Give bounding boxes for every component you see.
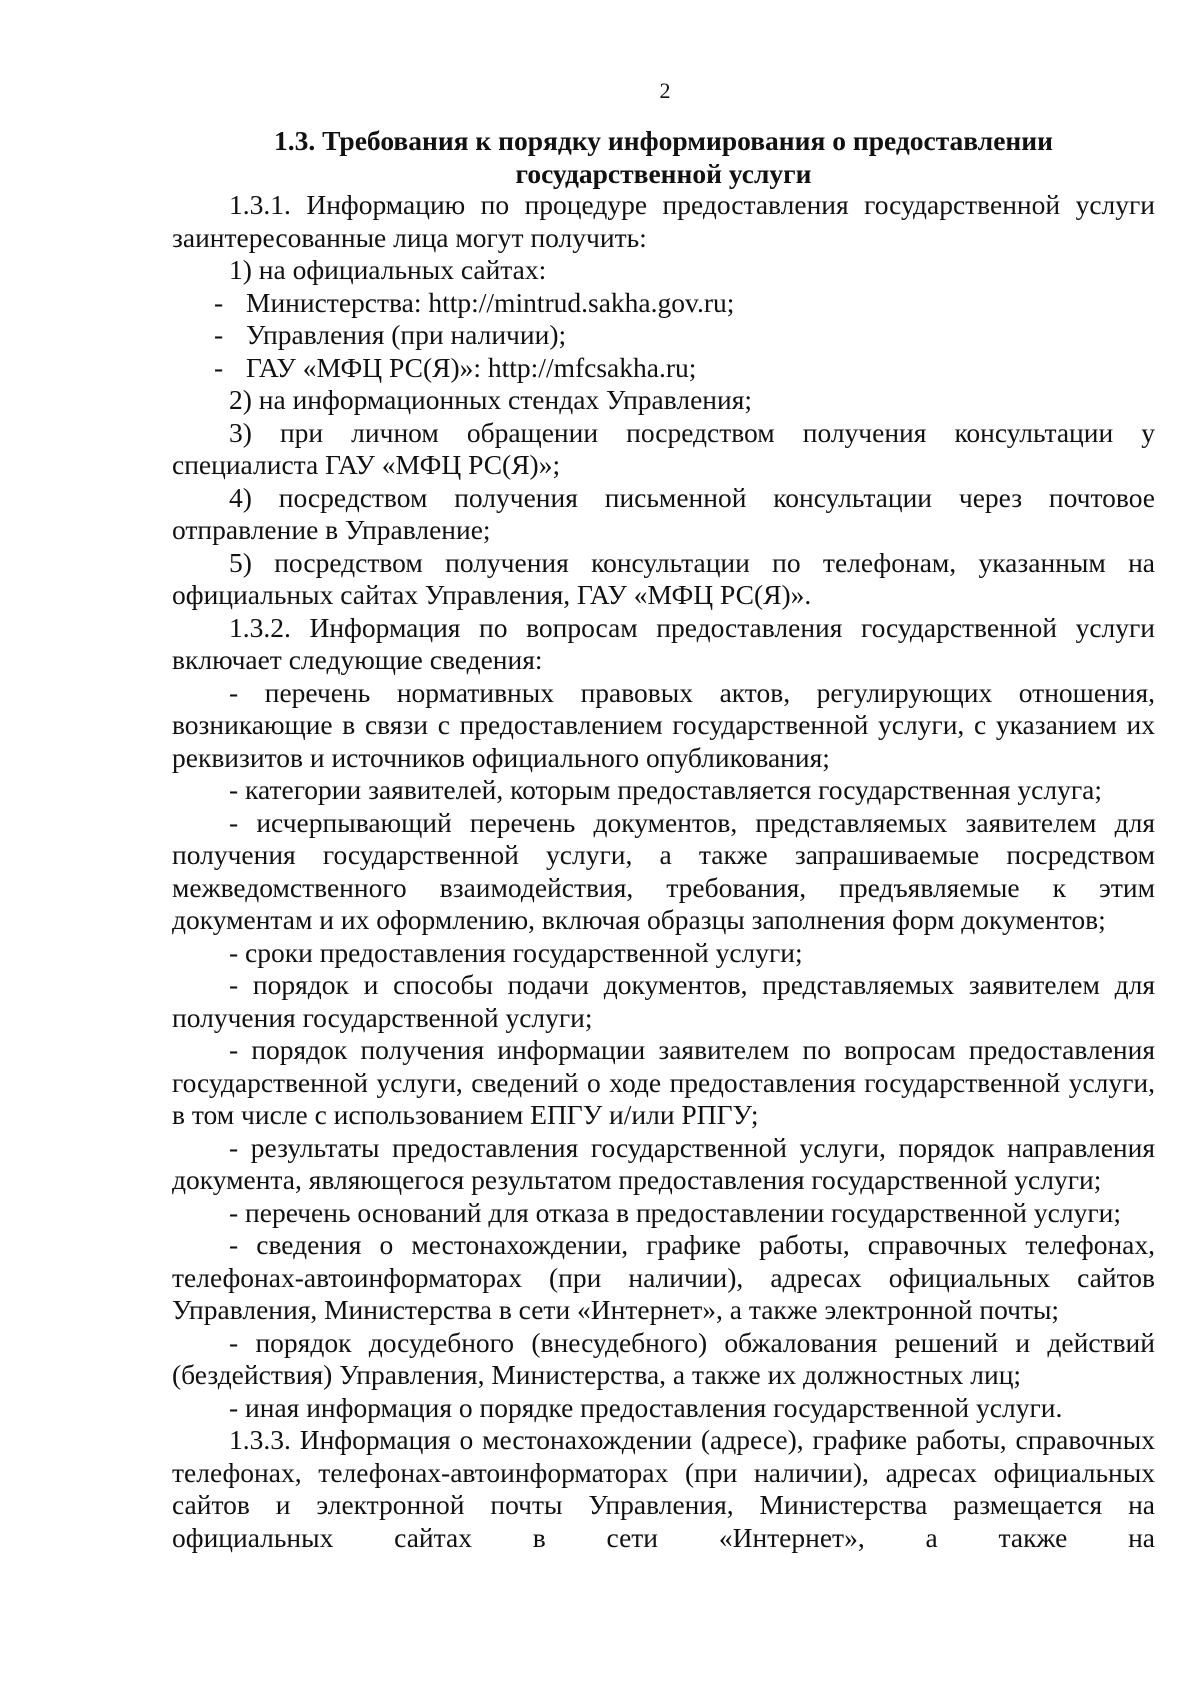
source-item: 4) посредством получения письменной консультации через почтовое отправление в Управление; [172, 481, 1155, 545]
site-item-department [172, 319, 1155, 352]
page-number: 2 [659, 78, 671, 103]
section-heading-line-2: государственной услуги [515, 158, 812, 189]
info-item: - иная информация о порядке предоставления государственной услуги. [229, 1391, 1063, 1423]
site-item-mfc [172, 352, 1155, 385]
site-item-text: Управления (при наличии); [246, 319, 567, 350]
info-item: - категории заявителей, которым предоставляется государственная услуга; [229, 774, 1102, 805]
info-item: - сроки предоставления государственной услуги; [229, 936, 803, 968]
info-item: - порядок получения информации заявителем по вопросам предоставления государственной услуги, сведений о ходе предоставления государственной услуги, в том числе с использованием ЕПГУ и/или РПГУ; [172, 1034, 1155, 1130]
site-item-ministry [172, 287, 1155, 320]
paragraph-1-3-2: 1.3.2. Информация по вопросам предоставления государственной услуги включает следующие сведения: [172, 611, 1155, 675]
list-dash: - [214, 286, 224, 318]
section-heading-line-1: 1.3. Требования к порядку информирования о предоставлении [274, 125, 1053, 156]
info-item: - результаты предоставления государственной услуги, порядок направления документа, являющегося результатом предоставления государственной услуги; [172, 1131, 1155, 1195]
info-item: - сведения о местонахождении, графике работы, справочных телефонах, телефонах-автоинформаторах (при наличии), адресах официальных сайтов Управления, Министерства в сети «Интернет», а также электронной почты; [172, 1229, 1155, 1325]
section-heading [172, 124, 1155, 190]
info-item: - порядок досудебного (внесудебного) обжалования решений и действий (бездействия) Управления, Министерства, а также их должностных лиц; [172, 1326, 1155, 1390]
paragraph-1-3-1: 1.3.1. Информацию по процедуре предоставления государственной услуги заинтересованные лица могут получить: [172, 189, 1155, 253]
official-sites-intro: 1) на официальных сайтах: [229, 254, 547, 285]
document-body [172, 189, 1155, 1554]
source-item: 3) при личном обращении посредством получения консультации у специалиста ГАУ «МФЦ РС(Я)»; [172, 416, 1155, 480]
list-dash: - [214, 319, 224, 350]
info-item: - перечень оснований для отказа в предоставлении государственной услуги; [229, 1196, 1121, 1228]
info-item: - порядок и способы подачи документов, представляемых заявителем для получения государственной услуги; [172, 969, 1155, 1033]
info-item: - перечень нормативных правовых актов, регулирующих отношения, возникающие в связи с предоставлением государственной услуги, с указанием их реквизитов и источников официального опубликования; [172, 676, 1155, 773]
paragraph-1-3-3: 1.3.3. Информация о местонахождении (адресе), графике работы, справочных телефонах, телефонах-автоинформаторах (при наличии), адресах официальных сайтов и электронной почты Управления, Министерства размещается на официальных сайтах в сети «Интернет», а также на [172, 1424, 1155, 1553]
source-item: 2) на информационных стендах Управления; [229, 384, 753, 415]
source-item: 5) посредством получения консультации по телефонам, указанным на официальных сайтах Управления, ГАУ «МФЦ РС(Я)». [172, 546, 1155, 610]
info-item: - исчерпывающий перечень документов, представляемых заявителем для получения государственной услуги, а также запрашиваемые посредством межведомственного взаимодействия, требования, предъявляемые к этим документам и их оформлению, включая образцы заполнения форм документов; [172, 806, 1155, 935]
list-dash: - [214, 351, 224, 383]
site-item-text: Министерства: http://mintrud.sakha.gov.ru; [246, 286, 735, 318]
site-item-text: ГАУ «МФЦ РС(Я)»: http://mfcsakha.ru; [246, 351, 697, 383]
